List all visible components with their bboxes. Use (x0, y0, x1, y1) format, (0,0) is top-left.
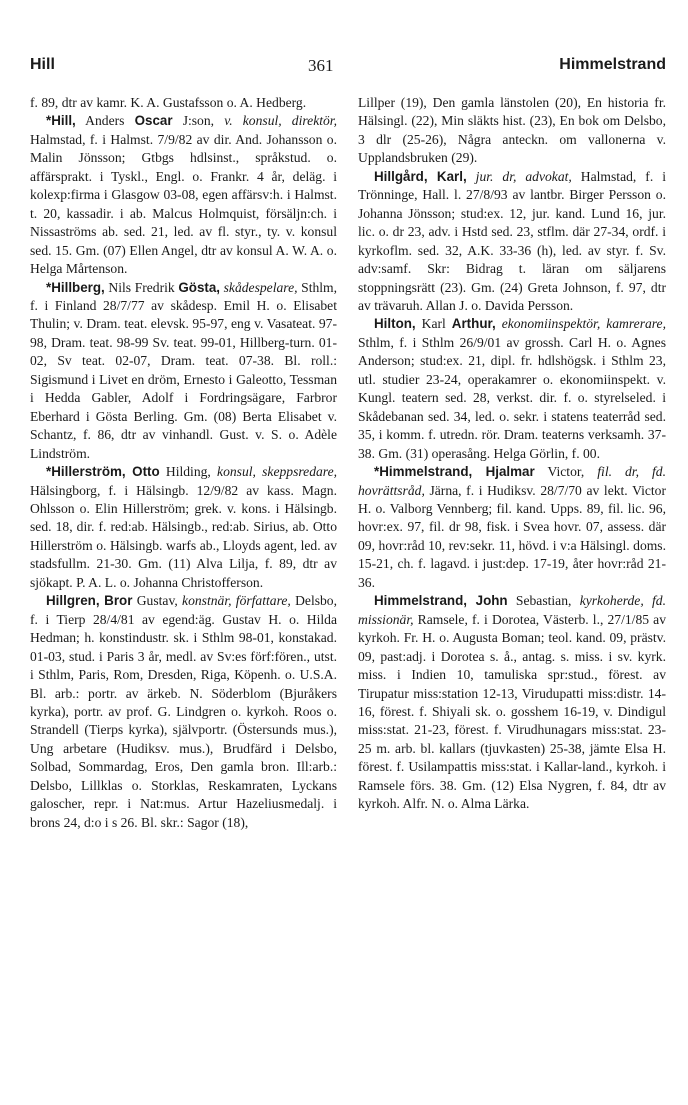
right-column (358, 94, 666, 814)
entry-title: jur. dr, advokat, (466, 168, 572, 184)
entry-title: v. konsul, direktör, (224, 113, 337, 129)
entry-title: konsul, skeppsredare, (217, 464, 337, 480)
entry-called: Oscar (134, 113, 173, 129)
entry-hillgren (30, 592, 337, 832)
entry-surname: Hillgren, (46, 593, 100, 609)
entry-called: Karl, (427, 168, 467, 184)
entry-surname: *Hill, (46, 113, 76, 129)
entry-hillerstrom (30, 463, 337, 592)
entry-called: Hjalmar (472, 464, 535, 480)
entry-text: Lillper (19), Den gamla länstolen (20), En historia fr. Hälsingl. (22), Min släkts hist. (23), En bok om Delsbo, 3 dlr (25-26), Några anteckn. om vallonerna v. Upplandsbruken (29). (358, 95, 666, 166)
entry-surname: *Himmelstrand, (374, 464, 473, 480)
entry-hillgard (358, 168, 666, 316)
entry-body: Halmstad, f. i Trönninge, Hall. l. 27/8/93 av lantbr. Birger Persson o. Johanna Jönsson; stud:ex. 12, jur. kand. Lund 16, jur. lic. o. dr 23, adv. i Hstd sed. 23, stflm. där 27-34, ordf. i kyrkoflm. sed. 32, A.K. 33-36 (h), led. av styr. f. Sv. adv:samf. Skr: Bidrag t. läran om säljarens stoppningsrätt (23). Gm. (24) Greta Johnson, f. 97, dtr av trävaruh. Allan J. o. Davida Persson. (358, 168, 666, 313)
entry-body: Sthlm, f. i Sthlm 26/9/01 av grossh. Carl H. o. Agnes Anderson; stud:ex. 21, dipl. fr. hdlshögsk. i Sthlm 23, utl. studier 23-24, operakamrer o. ekonomiinspekt. v. Kungl. teatern sed. 28, verkst. dir. f. o. styrelseled. i Skådebanan sed. 34, led. o. sekr. i statens teaterråd sed. 35, i komm. f. utredn. rör. Dram. teaterns verksamh. 37-38. Gm. (31) operasång. Helga Görlin, f. 00. (358, 334, 666, 461)
entry-given: Karl (415, 316, 452, 332)
entry-body: Halmstad, f. i Halmst. 7/9/82 av dir. And. Johansson o. Malin Jönsson; Gtbgs hdlsinst., språkstud. o. affärsprakt. i Tyskl., Engl. o. Frankr. 4 år, deläg. i kolexp:firma i Glasgow 03-08, egen affärsv:h. i Halmst. t. 20, kassadir. i ab. Malcus Holmquist, försäljn:ch. i Nissaströms ab. sed. 21, led. av fl. styr., ty. v. konsul sed. 15. Gm. (07) Ellen Angel, dtr av konsul A. W. A. o. Helga Mårtenson. (30, 131, 337, 277)
entry-given: Nils Fredrik (104, 279, 179, 295)
entry-surname: Himmelstrand, (374, 593, 468, 609)
entry-body: Delsbo, f. i Tierp 28/4/81 av egend:äg. Gustav H. o. Hilda Hedman; h. konstindustr. sk. i Sthlm 98-01, konstakad. 01-03, stud. i Paris 3 år, medl. av Sv:es förf:fören., utst. i Sthlm, Paris, Rom, Dresden, Riga, Köpenh. o. U.S.A. Bl. arb.: portr. av ärkeb. N. Söderblom (Bjuråkers kyrka), portr. av prof. G. Lindgren o. kyrkoh. Roos o. Strandell (Tierps kyrka), självportr. (Östersunds mus.), Ung arbetare (Hudiksv. mus.), Brudfärd i Delsbo, Solbad, Sommardag, Eros, Den gamla bron. Ill:arb.: Delsbo, Lillklas o. Storklas, Reskamraten, Lyckans galoscher, repr. i Nat:mus. Artur Hazeliusmedalj. i brons 24, d:o i s 26. Bl. skr.: Sagor (18), (30, 593, 338, 830)
entry-called: Arthur, (451, 316, 496, 332)
entry-hillberg (30, 279, 337, 464)
entry-body: Hälsingborg, f. i Hälsingb. 12/9/82 av kass. Magn. Ohlsson o. Elin Hillerström; grek. v. kons. i Hälsingb. sed. 18, dir. f. red:ab. Hälsingb., red:ab. Sirius, ab. Otto Hillerström o. Hälsingb. warfs ab., Lloyds agent, led. av stadsfullm. 21-30. Gm. (11) Alva Lilja, f. 89, dtr av sjökapt. P. A. L. o. Johanna Christofferson. (30, 482, 337, 590)
entry-title: ekonomiinspektör, kamrerare, (495, 316, 666, 332)
entry-surname: *Hillerström, (46, 464, 126, 480)
entry-called: John (467, 593, 508, 609)
entry-surname: *Hillberg, (46, 279, 105, 295)
entry-given: Gustav, (132, 593, 183, 609)
entry-himmelstrand-hjalmar (358, 463, 666, 592)
entry-hilton (358, 315, 666, 463)
entry-himmelstrand-john (358, 592, 666, 813)
entry-body: Ramsele, f. i Dorotea, Västerb. l., 27/1/85 av kyrkoh. Fr. H. o. Augusta Boman; teol. kand. 09, prästv. 09, past:adj. i Dorotea s. å., antag. s. miss. i sv. kyrk. miss. i Indien 10, tamuliska spr:stud., förest. av Tirupatur miss:station 12-13, Virudupatti miss:distr. 14-16, förest. f. Shiyali sk. o. gosshem 16-19, v. Dindigul miss:stat. 21-23, förest. f. Virudhunagars miss:stat. 23-25 m. arb. bl. kallars (tjuvkasten) 25-38, jämte Elsa H. förest. f. Usilampattis miss:stat. i Kallar-land., kyrkoh. i Ramsele förs. 38. Gm. (12) Elsa Nygren, f. 84, dtr av kyrkoh. Alfr. N. o. Alma Lärka. (358, 611, 666, 812)
running-head-left: Hill (30, 56, 55, 73)
entry-title: kyrkoherde, fd. missionär, (358, 593, 666, 627)
entry-called: Bror (99, 593, 133, 609)
entry-body: Sthlm, f. i Finland 28/7/77 av skådesp. Emil H. o. Elisabet Thulin; v. Dram. teat. elevsk. 95-97, eng v. Vasateat. 97-98, Dram. teat. 98-99 Sv. teat. 99-01, Hillberg-turn. 01-02, Sv teat. 02-07, Dram. teat. 07-38. Bl. roll.: Sigismund i Livet en dröm, Ernesto i Galeotto, Tessman i Hedda Gabler, Adolf i Fordringsägare, Farbror Eberhard i Gösta Berling. Gm. (08) Berta Elisabet v. Schantz, f. 86, dtr av vinhandl. Gust. v. S. o. Adèle Lindström. (30, 279, 338, 461)
entry-title: konstnär, författare, (182, 593, 291, 609)
entry-text: f. 89, dtr av kamr. K. A. Gustafsson o. A. Hedberg. (30, 95, 307, 110)
entry-called: Otto (125, 464, 160, 480)
entry-patronymic: J:son, (172, 113, 225, 129)
entry-title: skådespelare, (220, 279, 298, 295)
page-number: 361 (308, 56, 334, 75)
entry-given: Hilding, (159, 464, 218, 480)
entry-given: Sebastian, (507, 593, 580, 609)
continued-entry (30, 94, 337, 112)
entry-title: fil. dr, fd. hovrättsråd, (358, 464, 666, 498)
entry-hill (30, 112, 337, 278)
entry-surname: Hilton, (374, 316, 416, 332)
entry-called: Gösta, (178, 279, 221, 295)
entry-given: Victor, (534, 464, 598, 480)
entry-given: Anders (75, 113, 135, 129)
continued-entry (358, 94, 666, 168)
entry-surname: Hillgård, (374, 168, 428, 184)
running-head-right: Himmelstrand (559, 56, 666, 73)
entry-body: Järna, f. i Hudiksv. 28/7/70 av lekt. Victor H. o. Valborg Vennberg; fil. kand. Upps. 89, fil. lic. 96, hovr:ex. 97, fil. dr 98, fisk. i Svea hovr. 07, assess. där 09, hovr:råd 10, rev:sekr. 11, hövd. i v:a Hälsingl. doms. 15-21, ch. f. lagavd. i just:dep. 17-19, åter hovr:råd 21-36. (358, 482, 666, 590)
left-column (30, 94, 337, 832)
